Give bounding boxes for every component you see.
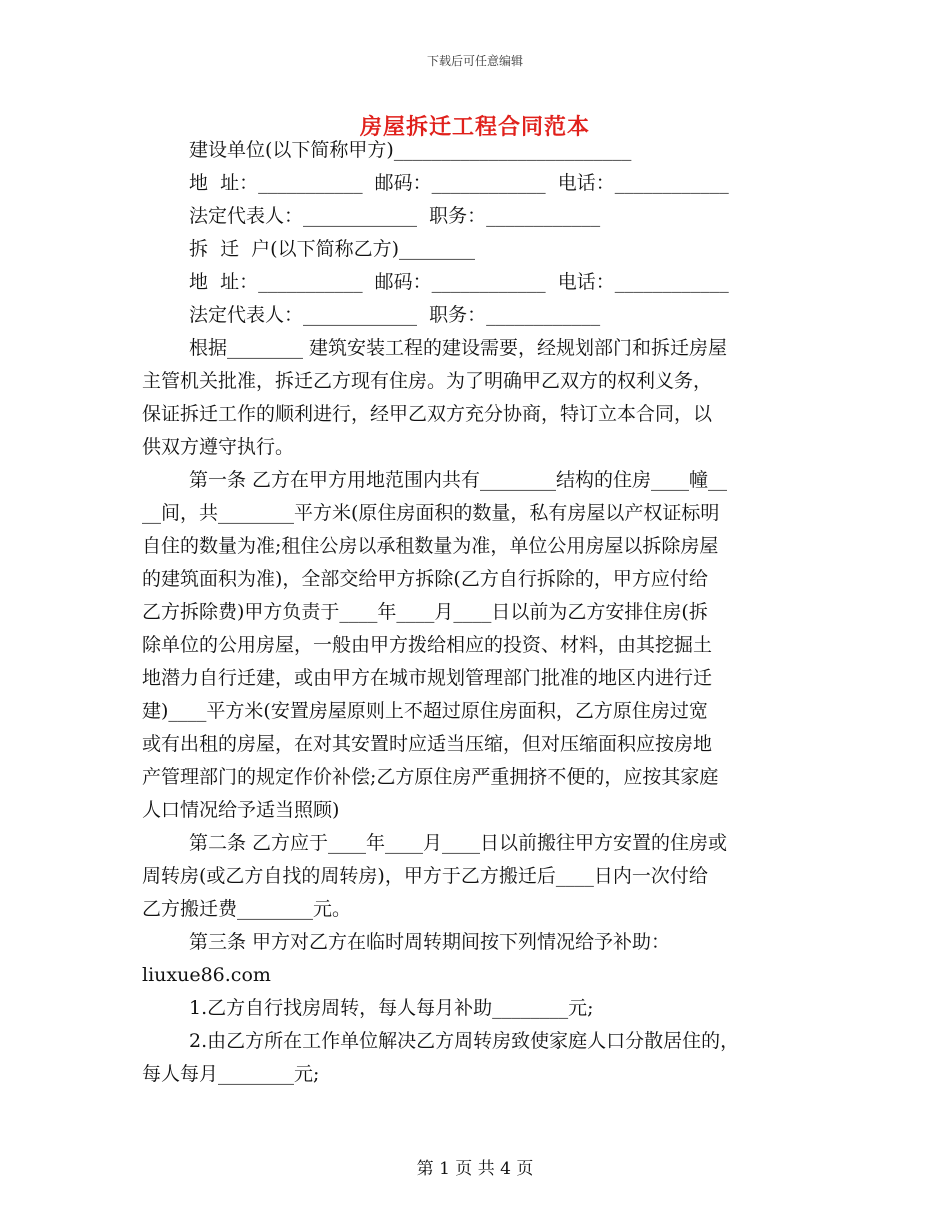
text-line: 乙方搬迁费________元。: [142, 898, 352, 920]
text-line: 建)____平方米(安置房屋原则上不超过原住房面积，乙方原住房过宽: [142, 700, 708, 722]
text-line: 除单位的公用房屋，一般由甲方拨给相应的投资、材料，由其挖掘土: [142, 634, 713, 656]
text-line: 地潜力自行迁建，或由甲方在城市规划管理部门批准的地区内进行迁: [142, 667, 713, 689]
text-line: 法定代表人：____________ 职务：____________: [189, 205, 601, 227]
text-line: 地 址：___________ 邮码：____________ 电话：____________: [189, 172, 729, 194]
text-line: 自住的数量为准;租住公房以承租数量为准，单位公用房屋以拆除房屋: [142, 535, 719, 557]
text-line: 每人每月________元;: [142, 1063, 320, 1085]
text-line: 保证拆迁工作的顺利进行，经甲乙双方充分协商，特订立本合同，以: [142, 403, 713, 425]
page-footer: 第 1 页 共 4 页: [416, 1159, 534, 1179]
text-line: 人口情况给予适当照顾): [142, 799, 340, 821]
text-line: __间，共________平方米(原住房面积的数量，私有房屋以产权证标明: [142, 502, 720, 524]
text-line: 乙方拆除费)甲方负责于____年____月____日以前为乙方安排住房(拆: [142, 601, 708, 623]
text-line: 第三条 甲方对乙方在临时周转期间按下列情况给予补助：: [189, 931, 671, 953]
text-line: 1.乙方自行找房周转，每人每月补助________元;: [189, 997, 594, 1019]
text-line: 第一条 乙方在甲方用地范围内共有________结构的住房____幢__: [189, 469, 728, 491]
text-line: 周转房(或乙方自找的周转房)，甲方于乙方搬迁后____日内一次付给: [142, 865, 708, 887]
document-body: [142, 134, 812, 1091]
text-line: 主管机关批准，拆迁乙方现有住房。为了明确甲乙双方的权利义务，: [142, 370, 713, 392]
text-line: 供双方遵守执行。: [142, 436, 295, 458]
text-line: 地 址：___________ 邮码：____________ 电话：____________: [189, 271, 729, 293]
document-title: 房屋拆迁工程合同范本: [359, 114, 590, 140]
text-line: 法定代表人：____________ 职务：____________: [189, 304, 601, 326]
text-line: 2.由乙方所在工作单位解决乙方周转房致使家庭人口分散居住的，: [189, 1030, 740, 1052]
text-line: 产管理部门的规定作价补偿;乙方原住房严重拥挤不便的，应按其家庭: [142, 766, 719, 788]
text-line: 根据________ 建筑安装工程的建设需要，经规划部门和拆迁房屋: [189, 337, 728, 359]
text-line: 或有出租的房屋，在对其安置时应适当压缩，但对压缩面积应按房地: [142, 733, 713, 755]
text-line: liuxue86.com: [142, 964, 271, 986]
header-note: 下载后可任意编辑: [426, 54, 523, 68]
text-line: 第二条 乙方应于____年____月____日以前搬往甲方安置的住房或: [189, 832, 728, 854]
text-line: 建设单位(以下简称甲方)_________________________: [189, 139, 632, 161]
text-line: 拆 迁 户(以下简称乙方)________: [189, 238, 475, 260]
text-line: 的建筑面积为准)，全部交给甲方拆除(乙方自行拆除的，甲方应付给: [142, 568, 708, 590]
